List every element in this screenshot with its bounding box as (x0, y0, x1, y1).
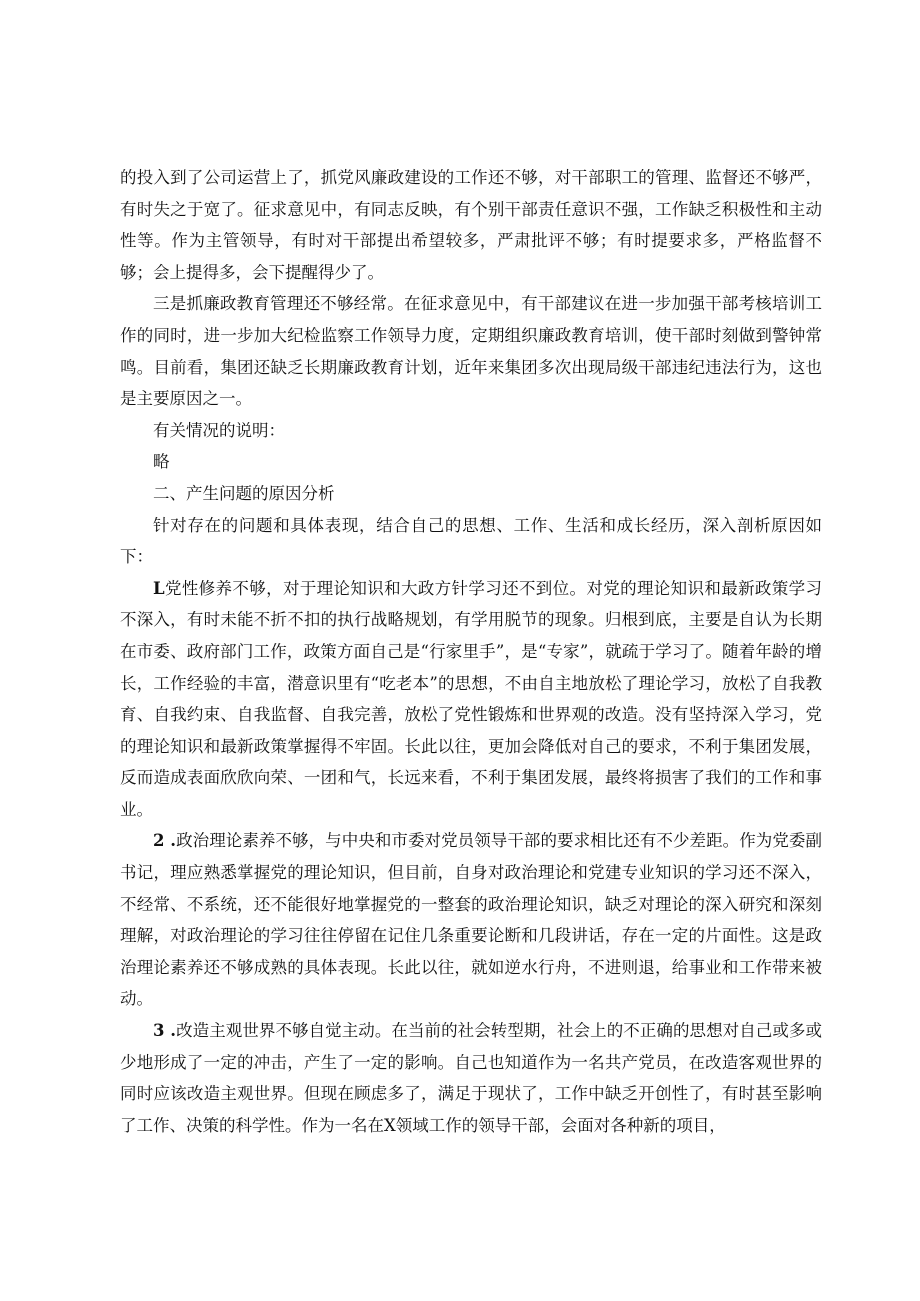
item-1-marker: L (153, 578, 165, 598)
item-1-text: 党性修养不够，对于理论知识和大政方针学习还不到位。对党的理论知识和最新政策学习不深入，有时未能不折不扣的执行战略规划，有学用脱节的现象。归根到底，主要是自认为长期在市委、政府部门工作，政策方面自己是“行家里手”，是“专家”，就疏于学习了。随着年龄的增长，工作经验的丰富，潜意识里有“吃老本”的思想，不由自主地放松了理论学习，放松了自我教育、自我约束、自我监督、自我完善，放松了党性锻炼和世界观的改造。没有坚持深入学习，党的理论知识和最新政策掌握得不牢固。长此以往，更加会降低对自己的要求，不利于集团发展，反而造成表面欣欣向荣、一团和气，长远来看，不利于集团发展，最终将损害了我们的工作和事业。 (120, 578, 822, 819)
paragraph-item-3 (120, 1015, 822, 1141)
paragraph-note-heading: 有关情况的说明： (153, 420, 285, 440)
paragraph-point-three: 三是抓廉政教育管理还不够经常。在征求意见中，有干部建议在进一步加强干部考核培训工作的同时，进一步加大纪检监察工作领导力度，定期组织廉政教育培训，使干部时刻做到警钟常鸣。目前看，集团还缺乏长期廉政教育计划，近年来集团多次出现局级干部违纪违法行为，这也是主要原因之一。 (120, 294, 822, 409)
item-2-text: 政治理论素养不够，与中央和市委对党员领导干部的要求相比还有不少差距。作为党委副书记，理应熟悉掌握党的理论知识，但目前，自身对政治理论和党建专业知识的学习还不深入，不经常、不系统，还不能很好地掌握党的一整套的政治理论知识，缺乏对理论的深入研究和深刻理解，对政治理论的学习往往停留在记住几条重要论断和几段讲话，存在一定的片面性。这是政治理论素养还不够成熟的具体表现。长此以往，就如逆水行舟，不进则退，给事业和工作带来被动。 (120, 831, 822, 1009)
paragraph-intro: 针对存在的问题和具体表现，结合自己的思想、工作、生活和成长经历，深入剖析原因如下： (120, 515, 822, 567)
document-body (120, 162, 822, 1141)
paragraph-item-2 (120, 825, 822, 1015)
item-3-marker: 3 . (153, 1021, 177, 1041)
item-2-marker: 2 . (153, 831, 177, 851)
item-3-text: 改造主观世界不够自觉主动。在当前的社会转型期，社会上的不正确的思想对自己或多或少地形成了一定的冲击，产生了一定的影响。自己也知道作为一名共产党员，在改造客观世界的同时应该改造主观世界。但现在顾虑多了，满足于现状了，工作中缺乏开创性了，有时甚至影响了工作、决策的科学性。作为一名在X领域工作的领导干部，会面对各种新的项目， (120, 1021, 822, 1135)
paragraph-note-body: 略 (153, 452, 170, 472)
section-heading-cause-analysis: 二、产生问题的原因分析 (153, 483, 335, 503)
paragraph-continuation: 的投入到了公司运营上了，抓党风廉政建设的工作还不够，对干部职工的管理、监督还不够严，有时失之于宽了。征求意见中，有同志反映，有个别干部责任意识不强，工作缺乏积极性和主动性等。作为主管领导，有时对干部提出希望较多，严肃批评不够；有时提要求多，严格监督不够；会上提得多，会下提醒得少了。 (120, 168, 822, 282)
paragraph-item-1 (120, 573, 822, 826)
